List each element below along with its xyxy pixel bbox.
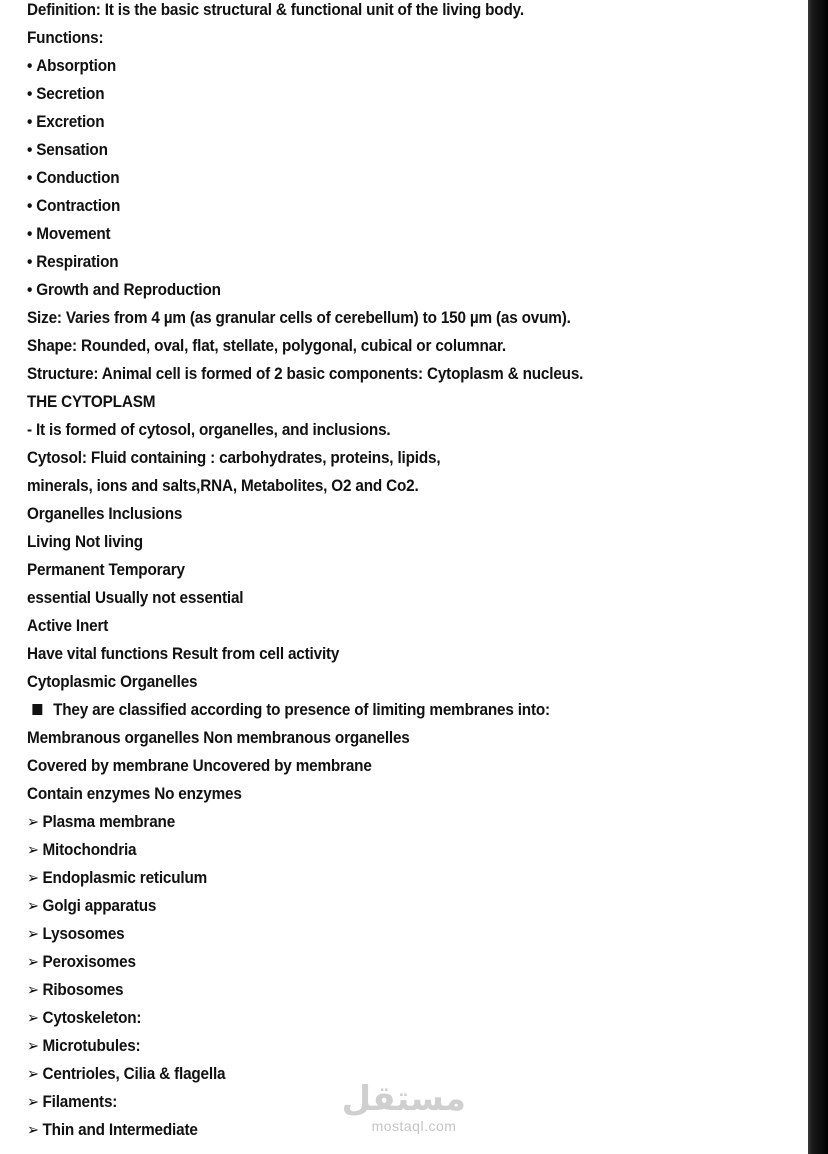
cytosol-line: Cytosol: Fluid containing : carbohydrates, proteins, lipids, (27, 448, 441, 467)
arrow-bullet-icon: ➢ (27, 1064, 39, 1083)
organelle-item (27, 864, 583, 892)
organelle-item (27, 1116, 583, 1144)
organelle-name: Thin and Intermediate (42, 1120, 198, 1139)
arrow-bullet-icon: ➢ (27, 812, 39, 831)
organelles-heading: Cytoplasmic Organelles (27, 672, 198, 691)
function-item: • Growth and Reproduction (27, 276, 583, 304)
cytoplasm-intro-line: - It is formed of cytosol, organelles, and inclusions. (27, 420, 391, 439)
membrane-row: Membranous organelles Non membranous organelles (27, 728, 410, 747)
organelle-name: Filaments: (42, 1092, 118, 1111)
organelle-item (27, 920, 583, 948)
organelle-item (27, 1088, 583, 1116)
function-item: • Conduction (27, 164, 583, 192)
organelle-name: Peroxisomes (42, 952, 136, 971)
organelle-item (27, 892, 583, 920)
organelle-name: Plasma membrane (42, 812, 176, 831)
function-item: • Respiration (27, 248, 583, 276)
function-item: • Sensation (27, 136, 583, 164)
organelle-item (27, 948, 583, 976)
comparison-row: Permanent Temporary (27, 560, 185, 579)
organelle-name: Cytoskeleton: (42, 1008, 142, 1027)
comparison-row: Organelles Inclusions (27, 504, 183, 523)
organelle-name: Mitochondria (42, 840, 137, 859)
function-item: • Secretion (27, 80, 583, 108)
classification-text: They are classified according to presence of limiting membranes into: (53, 700, 550, 719)
organelle-name: Centrioles, Cilia & flagella (42, 1064, 226, 1083)
document-body (27, 0, 645, 1144)
function-item: • Absorption (27, 52, 583, 80)
membrane-row: Contain enzymes No enzymes (27, 784, 242, 803)
organelle-item (27, 1032, 583, 1060)
function-item: • Movement (27, 220, 583, 248)
arrow-bullet-icon: ➢ (27, 1092, 39, 1111)
arrow-bullet-icon: ➢ (27, 840, 39, 859)
arrow-bullet-icon: ➢ (27, 868, 39, 887)
cytoplasm-heading: THE CYTOPLASM (27, 392, 156, 411)
organelle-item (27, 836, 583, 864)
cytosol-line-continued: minerals, ions and salts,RNA, Metabolites, O2 and Co2. (27, 476, 419, 495)
watermark-arabic-text: مستقل (341, 1079, 466, 1119)
function-item: • Contraction (27, 192, 583, 220)
size-line: Size: Varies from 4 µm (as granular cells of cerebellum) to 150 µm (as ovum). (27, 308, 571, 327)
functions-heading: Functions: (27, 28, 104, 47)
arrow-bullet-icon: ➢ (27, 1120, 39, 1139)
organelle-item (27, 808, 583, 836)
arrow-bullet-icon: ➢ (27, 1036, 39, 1055)
arrow-bullet-icon: ➢ (27, 1008, 39, 1027)
organelle-name: Microtubules: (42, 1036, 141, 1055)
arrow-bullet-icon: ➢ (27, 952, 39, 971)
structure-line: Structure: Animal cell is formed of 2 basic components: Cytoplasm & nucleus. (27, 364, 584, 383)
organelle-item (27, 976, 583, 1004)
arrow-bullet-icon: ➢ (27, 924, 39, 943)
function-item: • Excretion (27, 108, 583, 136)
comparison-row: Active Inert (27, 616, 109, 635)
organelle-item (27, 1004, 583, 1032)
shape-line: Shape: Rounded, oval, flat, stellate, polygonal, cubical or columnar. (27, 336, 506, 355)
square-bullet-icon (32, 704, 42, 715)
membrane-row: Covered by membrane Uncovered by membrane (27, 756, 372, 775)
comparison-row: essential Usually not essential (27, 588, 244, 607)
comparison-row: Have vital functions Result from cell activity (27, 644, 340, 663)
organelle-name: Lysosomes (42, 924, 125, 943)
organelle-name: Endoplasmic reticulum (42, 868, 208, 887)
screen-edge-frame (808, 0, 828, 1154)
comparison-row: Living Not living (27, 532, 143, 551)
arrow-bullet-icon: ➢ (27, 896, 39, 915)
arrow-bullet-icon: ➢ (27, 980, 39, 999)
organelle-item (27, 1060, 583, 1088)
classification-line (27, 696, 583, 724)
organelle-name: Golgi apparatus (42, 896, 157, 915)
definition-line: Definition: It is the basic structural & functional unit of the living body. (27, 0, 524, 19)
organelle-name: Ribosomes (42, 980, 124, 999)
watermark-latin-text: mostaql.com (371, 1118, 457, 1134)
